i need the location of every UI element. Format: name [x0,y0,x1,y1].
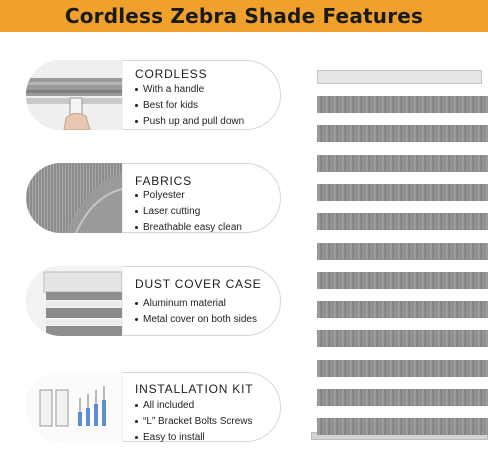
bullet-item: Breathable easy clean [135,220,242,236]
shade-stripe [317,301,488,318]
page-title: Cordless Zebra Shade Features [64,4,424,28]
shade-stripe [317,389,488,406]
shade-stripe [317,272,488,289]
bullet-item: Push up and pull down [135,114,244,130]
shade-stripe [317,155,488,172]
bullet-item: Easy to install [135,430,252,446]
bullet-item: Polyester [135,188,242,204]
bullet-item: Laser cutting [135,204,242,220]
bullet-item: All included [135,398,252,414]
feature-bullets [135,398,252,446]
feature-bullets [135,82,244,130]
feature-title: FABRICS [135,174,192,188]
shade-stripe [317,360,488,377]
installation-kit-image [26,372,123,442]
feature-bullets [135,296,257,328]
header-banner [0,0,488,32]
cordless-handle-image [26,60,123,130]
shade-stripe [317,125,488,142]
bullet-item: With a handle [135,82,244,98]
shade-stripe [317,243,488,260]
bullet-item: Metal cover on both sides [135,312,257,328]
fabric-roll-image [26,163,123,233]
shade-stripe [317,213,488,230]
feature-title: INSTALLATION KIT [135,382,254,396]
shade-stripe [317,418,488,435]
shade-stripe [317,184,488,201]
feature-bullets [135,188,242,236]
dust-cover-image [26,266,123,336]
feature-title: DUST COVER CASE [135,277,262,291]
feature-title: CORDLESS [135,67,208,81]
shade-stripe [317,96,488,113]
bullet-item: “L” Bracket Bolts Screws [135,414,252,430]
bullet-item: Aluminum material [135,296,257,312]
shade-stripe [317,330,488,347]
bullet-item: Best for kids [135,98,244,114]
